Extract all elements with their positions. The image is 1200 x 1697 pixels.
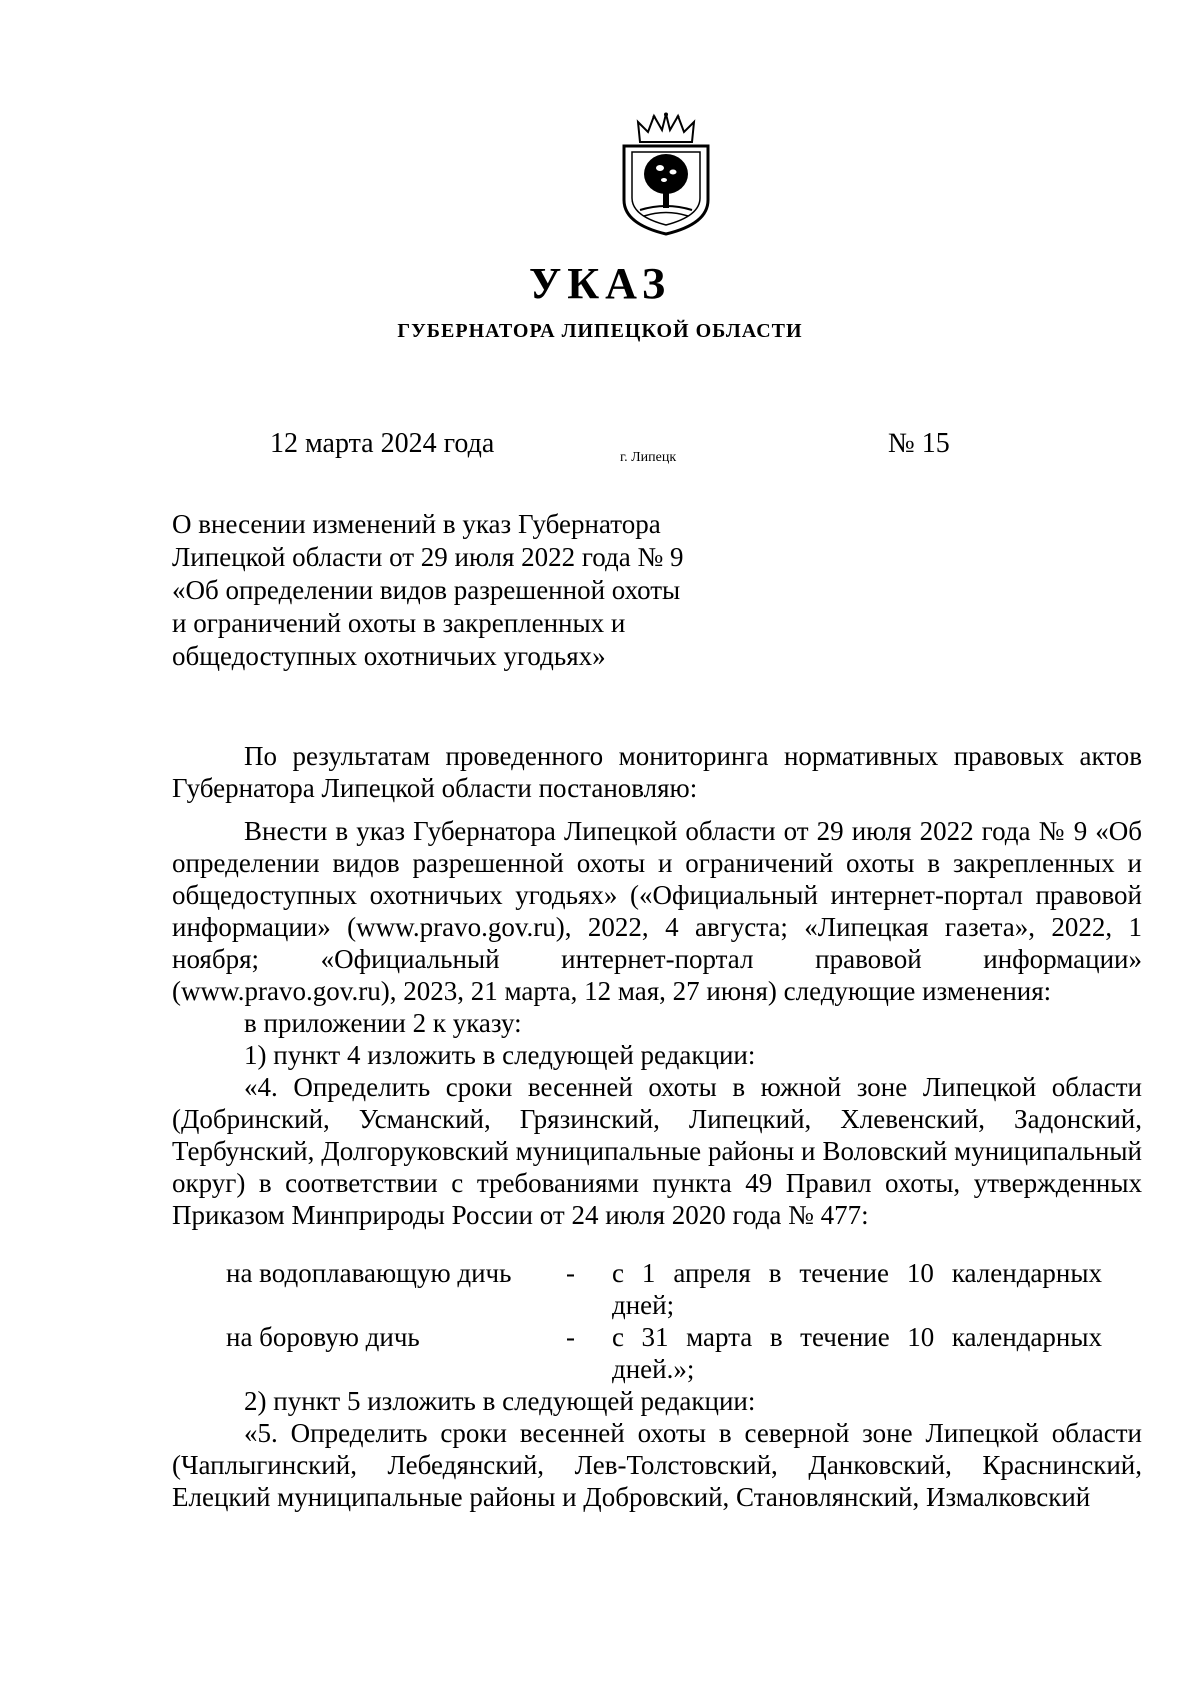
document-title: УКАЗ (528, 259, 672, 308)
subject-line: О внесении изменений в указ Губернатора (172, 509, 661, 539)
document-date: 12 марта 2024 года (270, 428, 495, 459)
period-line: с 31 марта в течение 10 календарных (612, 1322, 1102, 1352)
paragraph-item-1: 1) пункт 4 изложить в следующей редакции: (244, 1040, 756, 1070)
coat-of-arms-icon (618, 112, 714, 238)
season-period (612, 1257, 1102, 1321)
document-body (172, 740, 1142, 1513)
document-subject (172, 508, 732, 673)
season-period (612, 1321, 1102, 1385)
period-line: дней; (612, 1290, 675, 1320)
table-row (172, 1257, 1102, 1321)
table-row (172, 1321, 1102, 1385)
subject-line: «Об определении видов разрешенной охоты (172, 575, 681, 605)
paragraph-item-2: 2) пункт 5 изложить в следующей редакции: (244, 1386, 756, 1416)
game-type-label: на водоплавающую дичь (226, 1258, 512, 1288)
hunting-dates-table (172, 1257, 1102, 1385)
document-issuer: ГУБЕРНАТОРА ЛИПЕЦКОЙ ОБЛАСТИ (397, 320, 803, 342)
paragraph-amendment: Внести в указ Губернатора Липецкой области от 29 июля 2022 года № 9 «Об определении видов разрешенной охоты и ограничений охоты в закрепленных и общедоступных охотничьих угодьях» («Официальный интернет-портал правовой информации» (www.pravo.gov.ru), 2022, 4 августа; «Липецкая газета», 2022, 1 ноября; «Официальный интернет-портал правовой информации» (www.pravo.gov.ru), 2023, 21 марта, 12 мая, 27 июня) следующие изменения: (172, 816, 1142, 1006)
dash: - (566, 1322, 575, 1352)
paragraph-clause-5: «5. Определить сроки весенней охоты в северной зоне Липецкой области (Чаплыгинский, Лебедянский, Лев-Толстовский, Данковский, Краснинский, Елецкий муниципальные районы и Добровский, Становлянский, Измалковский (172, 1418, 1142, 1512)
paragraph-appendix: в приложении 2 к указу: (244, 1008, 522, 1038)
document-city: г. Липецк (620, 450, 677, 465)
paragraph-clause-4: «4. Определить сроки весенней охоты в южной зоне Липецкой области (Добринский, Усманский, Грязинский, Липецкий, Хлевенский, Задонский, Тербунский, Долгоруковский муниципальные районы и Воловский муниципальный округ) в соответствии с требованиями пункта 49 Правил охоты, утвержденных Приказом Минприроды России от 24 июля 2020 года № 477: (172, 1072, 1142, 1230)
dash: - (566, 1258, 575, 1288)
game-type-label: на боровую дичь (226, 1322, 420, 1352)
subject-line: Липецкой области от 29 июля 2022 года № 9 (172, 542, 684, 572)
document-number: № 15 (888, 428, 950, 459)
period-line: с 1 апреля в течение 10 календарных (612, 1258, 1102, 1288)
period-line: дней.»; (612, 1354, 695, 1384)
subject-line: общедоступных охотничьих угодьях» (172, 641, 606, 671)
paragraph-preamble: По результатам проведенного мониторинга нормативных правовых актов Губернатора Липецкой области постановляю: (172, 741, 1142, 803)
subject-line: и ограничений охоты в закрепленных и (172, 608, 626, 638)
